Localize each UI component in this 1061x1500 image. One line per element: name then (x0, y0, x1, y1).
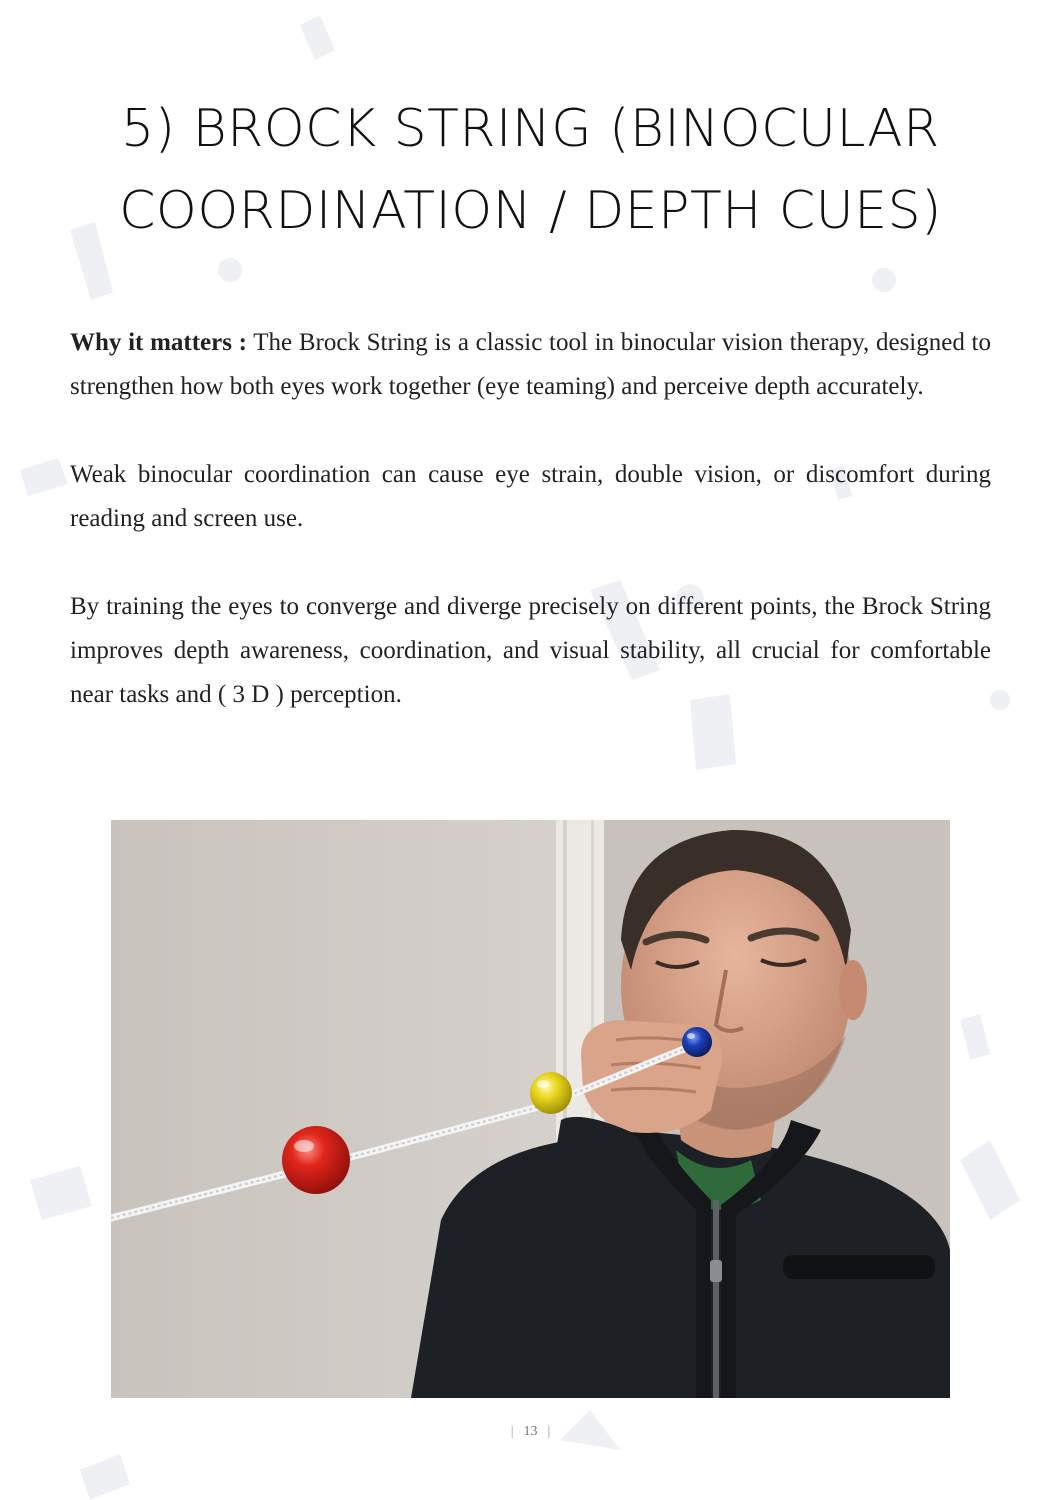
blue-bead (682, 1027, 712, 1057)
page-title: 5) BROCK STRING (BINOCULAR COORDINATION / DEPTH CUES) (119, 99, 942, 241)
page-number: 13 (523, 1424, 538, 1439)
redaction-bar (783, 1255, 935, 1279)
footer-separator-left: | (510, 1424, 514, 1439)
yellow-bead (530, 1072, 572, 1114)
paragraph-weak-coordination (70, 453, 991, 541)
paragraph-why-it-matters (70, 321, 991, 409)
paragraph-text: By training the eyes to converge and diverge precisely on different points, the Brock String improves depth awareness, coordination, and visual stability, all crucial for comfortable near tasks and ( 3 D ) perception. (70, 593, 991, 708)
paragraph-text: The Brock String is a classic tool in binocular vision therapy, designed to strengthen how both eyes work together (eye teaming) and perceive depth accurately. (70, 329, 991, 400)
body-text (70, 321, 991, 761)
lead-in-label: Why it matters : (70, 329, 248, 356)
red-bead (282, 1126, 350, 1194)
page-footer (0, 1424, 1061, 1440)
paragraph-training-benefits (70, 585, 991, 717)
brock-string-photo (111, 820, 950, 1398)
footer-separator-right: | (547, 1424, 551, 1439)
paragraph-text: Weak binocular coordination can cause eye strain, double vision, or discomfort during reading and screen use. (70, 461, 991, 532)
